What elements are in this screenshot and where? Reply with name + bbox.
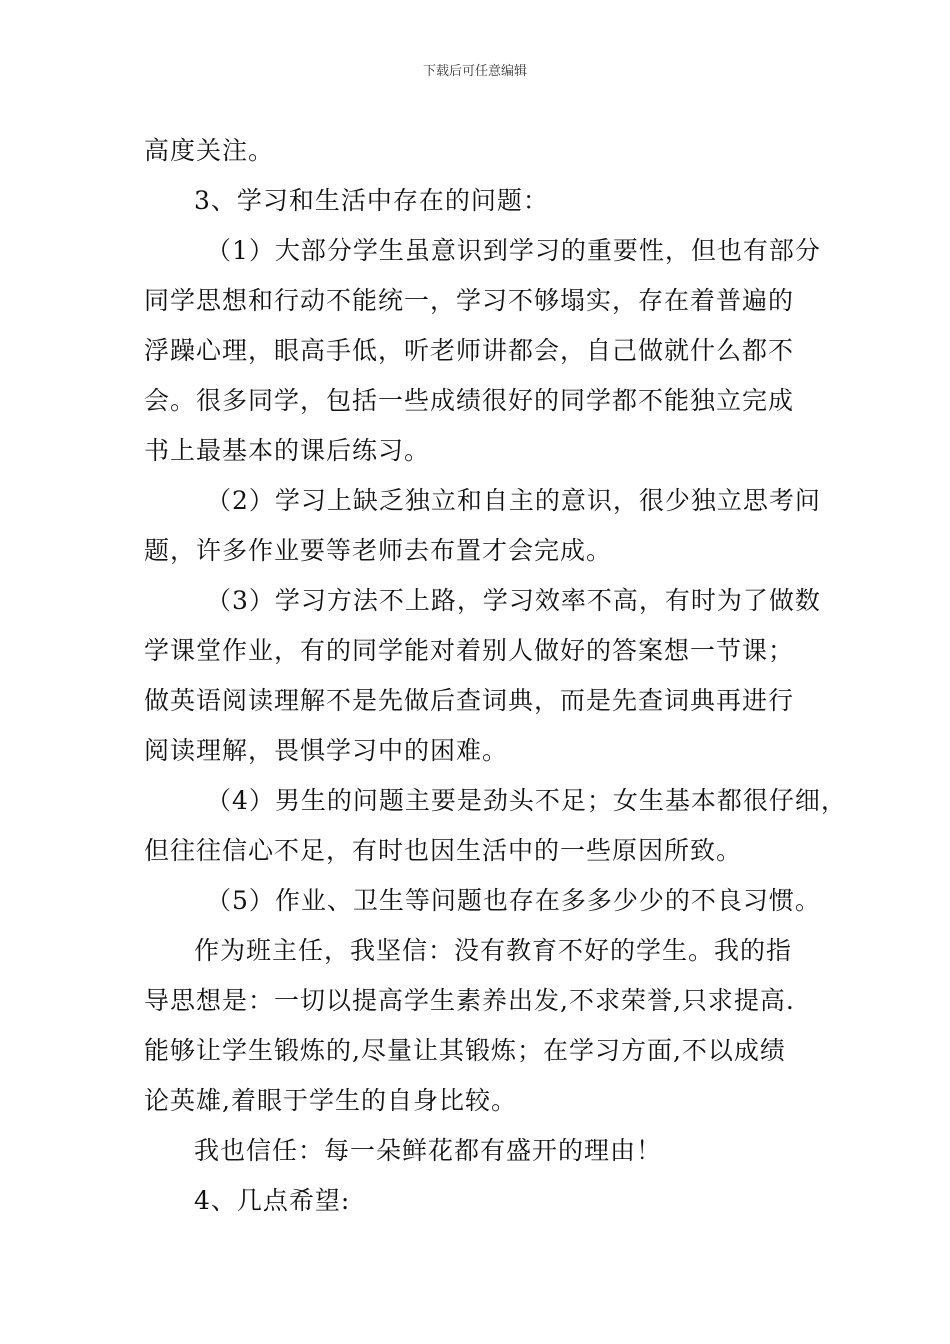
text-line: 我也信任：每一朵鲜花都有盛开的理由！ (194, 1136, 663, 1165)
text-line: 导思想是：一切以提高学生素养出发,不求荣誉,只求提高. (144, 986, 795, 1015)
text-line: （1）大部分学生虽意识到学习的重要性，但也有部分 (206, 236, 821, 265)
text-line: 但往往信心不足，有时也因生活中的一些原因所致。 (144, 836, 743, 865)
text-line: （3）学习方法不上路，学习效率不高，有时为了做数 (206, 586, 821, 615)
text-line: 论英雄,着眼于学生的自身比较。 (144, 1086, 517, 1115)
text-line: 做英语阅读理解不是先做后查词典，而是先查词典再进行 (144, 686, 795, 715)
text-line: 浮躁心理，眼高手低，听老师讲都会，自己做就什么都不 (144, 336, 795, 365)
section-heading-4: 4、几点希望: (194, 1186, 351, 1215)
text-line: 题，许多作业要等老师去布置才会完成。 (144, 536, 613, 565)
text-line: （4）男生的问题主要是劲头不足；女生基本都很仔细， (206, 786, 847, 815)
text-line: （5）作业、卫生等问题也存在多多少少的不良习惯。 (206, 886, 821, 915)
text-line: 能够让学生锻炼的,尽量让其锻炼；在学习方面,不以成绩 (144, 1036, 786, 1065)
page-header-caption: 下载后可任意编辑 (422, 64, 527, 79)
text-line: 阅读理解，畏惧学习中的困难。 (144, 736, 509, 765)
text-line: （2）学习上缺乏独立和自主的意识，很少独立思考问 (206, 486, 821, 515)
text-line: 会。很多同学，包括一些成绩很好的同学都不能独立完成 (144, 386, 795, 415)
text-line: 高度关注。 (144, 136, 275, 165)
section-heading-3: 3、学习和生活中存在的问题： (194, 186, 549, 215)
document-body (144, 126, 847, 1226)
text-line: 同学思想和行动不能统一，学习不够塌实，存在着普遍的 (144, 286, 795, 315)
text-line: 学课堂作业，有的同学能对着别人做好的答案想一节课； (144, 636, 795, 665)
text-line: 作为班主任，我坚信：没有教育不好的学生。我的指 (194, 936, 793, 965)
text-line: 书上最基本的课后练习。 (144, 436, 431, 465)
